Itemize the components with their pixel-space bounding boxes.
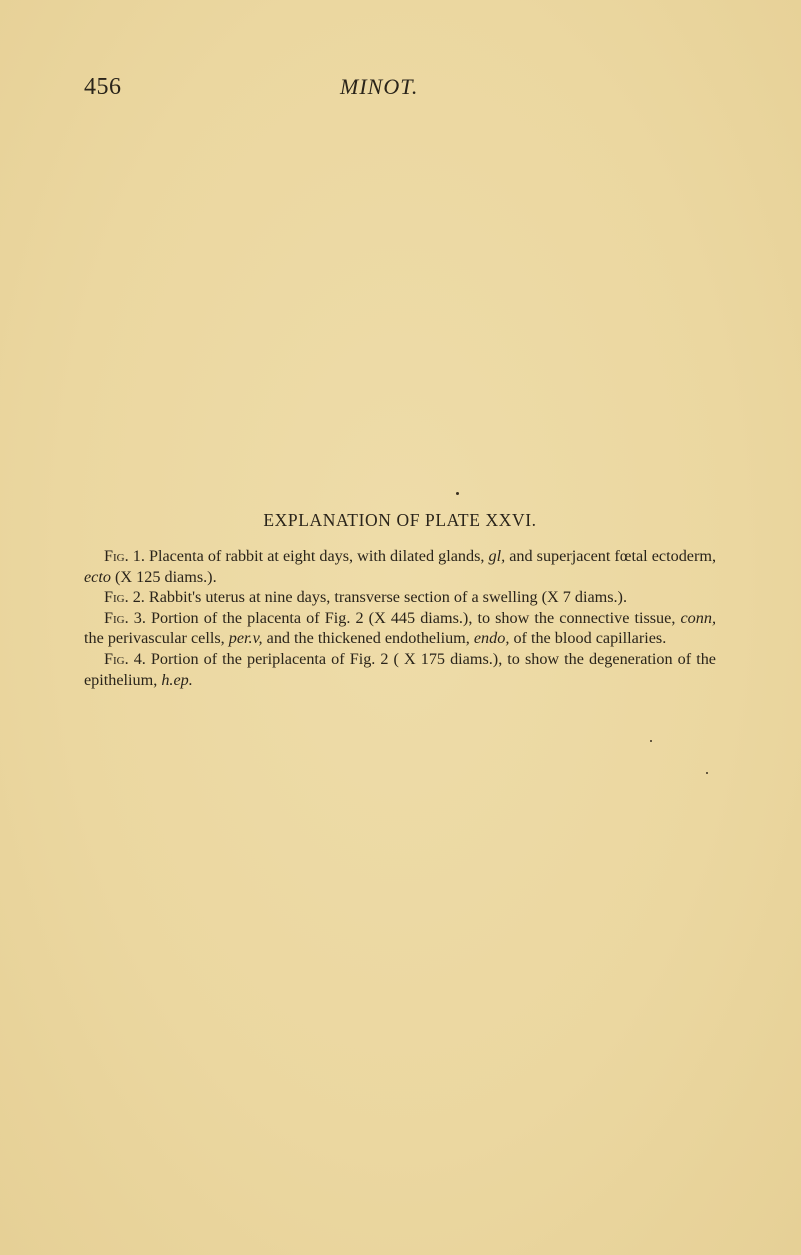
caption-text: Portion of the placenta of Fig. 2 (X 445 diams.), to show the connective tissue, xyxy=(145,608,681,627)
abbreviation: h.ep. xyxy=(161,670,193,689)
abbreviation: gl, xyxy=(488,547,506,565)
figure-caption-4 xyxy=(84,649,716,690)
caption-text: (X 125 diams.). xyxy=(110,567,217,586)
page-number: 456 xyxy=(84,74,122,100)
figure-label: Fig. 1. xyxy=(104,547,145,565)
figure-label: Fig. 3. xyxy=(104,608,146,627)
running-head: MINOT. xyxy=(340,74,419,99)
caption-text: Rabbit's uterus at nine days, transverse section of a swelling (X 7 diams.). xyxy=(144,588,627,607)
paper-speck xyxy=(456,492,459,495)
paper-speck xyxy=(650,740,652,742)
abbreviation: ecto xyxy=(84,567,111,586)
figure-caption-1 xyxy=(84,546,716,587)
caption-text: the perivascular cells, xyxy=(84,629,229,648)
caption-text: Portion of the periplacenta of Fig. 2 ( X 175 diams.), to show the degeneration of the epithelium, xyxy=(84,649,716,689)
caption-text: of the blood capillaries. xyxy=(509,629,667,648)
figure-label: Fig. 2. xyxy=(104,588,145,607)
plate-title: EXPLANATION OF PLATE XXVI. xyxy=(263,510,537,530)
caption-text: and superjacent fœtal ectoderm, xyxy=(505,547,717,565)
figure-caption-3 xyxy=(84,608,716,649)
paper-speck xyxy=(706,772,708,774)
caption-text: Placenta of rabbit at eight days, with dilated glands, xyxy=(144,547,489,565)
abbreviation: conn, xyxy=(680,608,716,627)
figure-label: Fig. 4. xyxy=(104,649,146,668)
caption-text: and the thickened endothelium, xyxy=(262,629,474,648)
abbreviation: per.v, xyxy=(228,629,263,648)
abbreviation: endo, xyxy=(473,629,510,648)
plate-explanation xyxy=(84,546,716,690)
figure-caption-2 xyxy=(84,587,716,608)
